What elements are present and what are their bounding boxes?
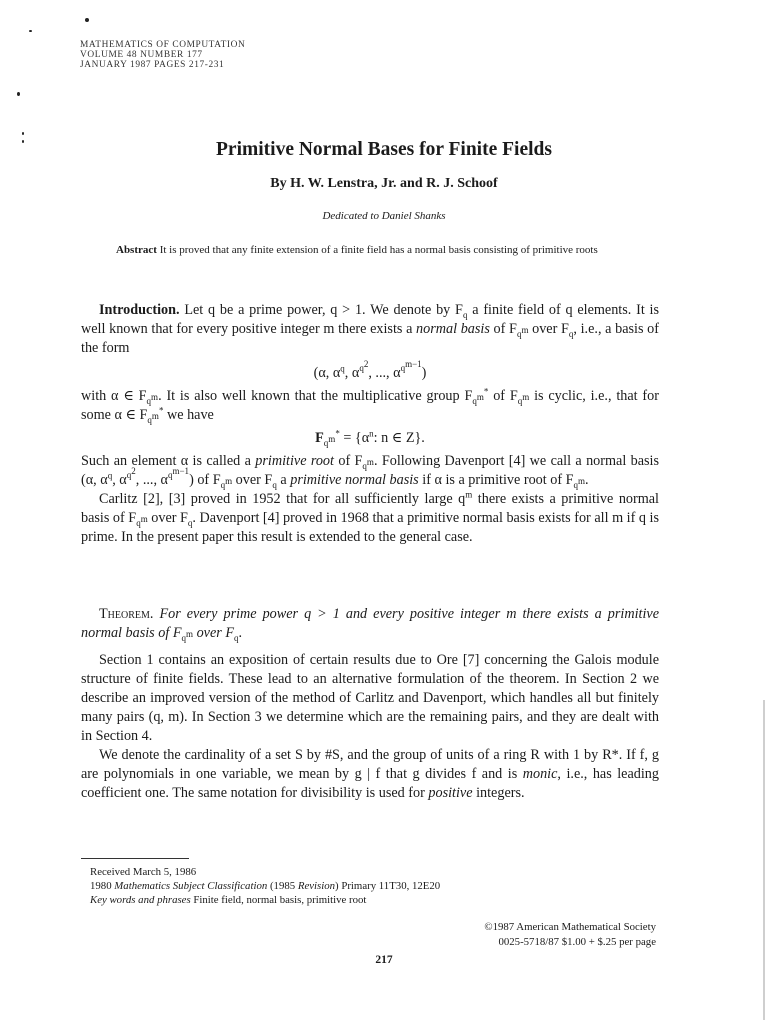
intro-text: we have [163, 407, 214, 423]
intro-text: of F [488, 388, 518, 404]
intro-text: with α ∈ F [81, 388, 147, 404]
intro-text: Carlitz [2], [3] proved in 1952 that for all sufficiently large q [99, 491, 466, 507]
section-outline-paragraph: Section 1 contains an exposition of certain results due to Ore [7] concerning the Galois module structure of finite fields. These lead to an alternative formulation of the theorem. In Section 2 we describe an improved version of the method of Carlitz and Davenport, which handles all but finitely many pairs (q, m). In Section 3 we determine which are the remaining pairs, and they are dealt with in Section 4. [81, 652, 659, 744]
theorem-text: over F [193, 625, 235, 641]
intro-text: over F [232, 472, 273, 488]
theorem-text: . [238, 625, 243, 641]
journal-name: MATHEMATICS OF COMPUTATION [80, 40, 246, 50]
notation-text: integers. [472, 785, 525, 801]
paper-title: Primitive Normal Bases for Finite Fields [216, 139, 552, 160]
notation-text: We denote the cardinality of a set S by #S, and the group of units of a ring R with 1 by R*. If f, g are polynomials in one variable, we mean by g | f that g divides f and is [81, 747, 659, 782]
page-number: 217 [375, 954, 393, 966]
intro-text: there exists a primitive normal basis of F [81, 491, 659, 526]
intro-text: . Davenport [4] proved in 1968 that a primitive normal basis exists for all m if q is prime. In the present paper this result is extended to the general case. [81, 510, 659, 545]
term-normal-basis: normal basis [416, 321, 490, 337]
footnote-text: Key words and phrases [90, 894, 191, 906]
intro-text: . It is also well known that the multiplicative group F [158, 388, 473, 404]
intro-paragraph: Carlitz [2], [3] proved in 1952 that for all sufficiently large $q^m$ there exists a primitive normal basis of $F_{q^m}$ over $F_q$. Davenport [4] proved in 1968 that a primitive normal basis exists for all m if q is prime. In the present paper this result is extended to the general case. [81, 489, 659, 545]
paper-authors: By H. W. Lenstra, Jr. and R. J. Schoof [270, 176, 498, 191]
equation-text: F [315, 430, 324, 446]
keywords [90, 893, 440, 907]
term-primitive-root: primitive root [255, 453, 334, 469]
intro-text: of F [489, 321, 517, 337]
equation-text: : n ∈ Z}. [373, 430, 425, 446]
theorem-text: For every prime power q > 1 and every positive integer m there exists a primitive normal basis of F [81, 606, 659, 641]
intro-text: . Following Davenport [4] we call a normal basis (α, α [81, 453, 660, 488]
footnote-rule [81, 858, 189, 859]
scan-speck [17, 92, 20, 96]
footnote-text: Revision [297, 880, 336, 892]
intro-text: , i.e., a basis of the form [81, 321, 659, 356]
abstract-text: It is proved that any finite extension of a finite field has a normal basis consisting of primitive roots [159, 244, 598, 256]
term-primitive-normal-basis: primitive normal basis [290, 472, 419, 488]
intro-text: a finite field of q elements. It is well known that for every positive integer m there exists a [81, 302, 660, 337]
intro-text: a [276, 472, 291, 488]
intro-heading: Introduction. [99, 302, 180, 318]
abstract [116, 243, 636, 258]
display-equation-group: $F_{q^m}^* = \{\alpha^n$: n ∈ Z}. [315, 428, 425, 448]
display-equation-basis: (α, $\alpha^q$, $\alpha^{q^2}$, ..., $\alpha^{q^{m-1}}$) [313, 359, 427, 381]
term-positive: positive [428, 785, 473, 801]
term-monic: monic [522, 766, 558, 782]
intro-text: Let q be a prime power, q > 1. We denote by F [184, 302, 463, 318]
notation-paragraph [81, 746, 659, 803]
dedication: Dedicated to Daniel Shanks [322, 210, 446, 222]
scan-speck [29, 30, 32, 32]
received-date: Received March 5, 1986 [90, 866, 197, 878]
footnote [90, 865, 440, 907]
theorem-label: Theorem. [99, 606, 154, 622]
introduction-section [81, 301, 659, 547]
intro-text: . [585, 472, 589, 488]
subject-classification [90, 879, 440, 893]
intro-text: Such an element α is called a [81, 453, 256, 469]
intro-paragraph: with α ∈ $F_{q^m}$. It is also well known that the multiplicative group $F_{q^m}^*$ of $F_{q^m}$ is cyclic, i.e., that for some α ∈ $F_{q^m}^*$ we have [81, 386, 659, 425]
theorem-statement: Theorem. For every prime power q > 1 and every positive integer m there exists a primitive normal basis of $F_{q^m}$ over $F_q$. [81, 606, 659, 643]
theorem [81, 605, 659, 643]
abstract-label: Abstract [116, 244, 157, 256]
footnote-text: Finite field, normal basis, primitive root [190, 894, 367, 906]
intro-paragraph: Introduction. Let q be a prime power, q > 1. We denote by $F_q$ a finite field of q elements. It is well known that for every positive integer m there exists a normal basis of $F_{q^m}$ over $F_q$, i.e., a basis of the form [81, 302, 660, 356]
footnote-text: 1980 [90, 880, 115, 892]
journal-header [80, 40, 245, 70]
intro-text: is cyclic, i.e., that for some α ∈ F [81, 388, 659, 423]
scan-edge [763, 700, 765, 1020]
intro-text: over F [528, 321, 569, 337]
equation-text: (α, α [313, 365, 341, 381]
intro-text: over F [147, 510, 188, 526]
scan-speck [22, 132, 24, 135]
intro-text: , ..., α [135, 472, 168, 488]
intro-text: if α is a primitive root of F [418, 472, 574, 488]
copyright-notice [484, 920, 656, 949]
scan-speck [85, 18, 89, 22]
intro-text: ) of F [189, 472, 221, 488]
intro-text: of F [333, 453, 363, 469]
equation-text: = {α [339, 430, 370, 446]
footnote-text: ) Primary 11T30, 12E20 [335, 880, 441, 892]
footnote-text: Mathematics Subject Classification [114, 880, 268, 892]
notation-text: , i.e., has leading coefficient one. The same notation for divisibility is used for [81, 766, 659, 801]
outline-section [81, 651, 659, 803]
equation-text: ) [421, 365, 427, 381]
copyright-line: ©1987 American Mathematical Society [484, 921, 656, 933]
journal-volume: VOLUME 48 NUMBER 177 [80, 50, 203, 60]
journal-date-pages: JANUARY 1987 PAGES 217-231 [80, 60, 225, 70]
footnote-text: (1985 [267, 880, 298, 892]
price-line: 0025-5718/87 $1.00 + $.25 per page [498, 935, 656, 948]
intro-paragraph: Such an element α is called a primitive root of $F_{q^m}$. Following Davenport [4] we call a normal basis (α, $\alpha^q$, $\alpha^{q^2}$, ..., $\alpha^{q^{m-1}}$) of $F_{q^m}$ over $F_q$ a primitive normal basis if α is a primitive root of $F_{q^m}$. [81, 453, 660, 490]
